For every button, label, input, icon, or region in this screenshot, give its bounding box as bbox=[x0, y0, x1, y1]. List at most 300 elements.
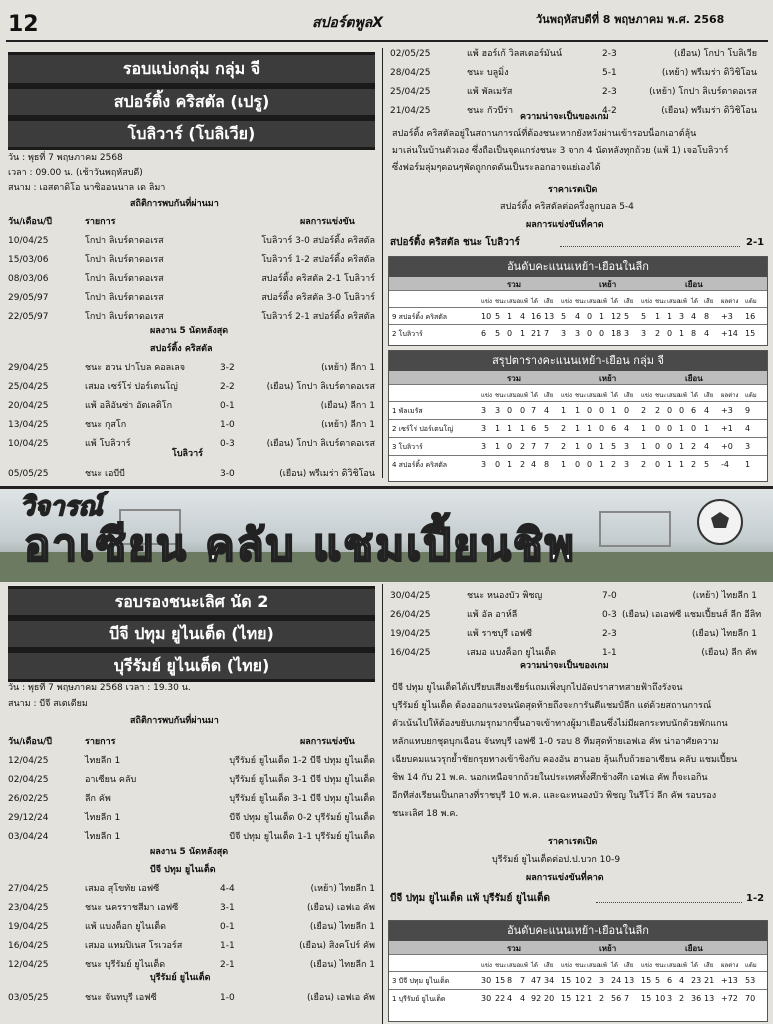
h2h-competition: โกปา ลิเบร์ตาดอเรส bbox=[85, 274, 164, 284]
table-header-cell: แข่ง bbox=[641, 392, 652, 399]
table-cell: 4 bbox=[745, 424, 751, 433]
table-team: 2 โบลิวาร์ bbox=[392, 330, 423, 338]
table-cell: 12 bbox=[611, 312, 622, 321]
table-cell: 4 bbox=[575, 312, 581, 321]
header-rule bbox=[6, 40, 768, 42]
table-cell: 1 bbox=[599, 460, 605, 469]
table-header-cell: ผลต่าง bbox=[721, 962, 739, 969]
table-cell: 10 bbox=[655, 994, 666, 1003]
table-cell: 0 bbox=[679, 406, 685, 415]
match2-last5-title: ผลงาน 5 นัดหลังสุด bbox=[150, 847, 229, 857]
table-cell: 1 bbox=[575, 424, 581, 433]
h2h-date: 15/03/06 bbox=[8, 255, 49, 265]
form-date: 02/05/25 bbox=[390, 49, 431, 59]
table-cell: 1 bbox=[587, 994, 593, 1003]
form-score: 1-1 bbox=[602, 648, 617, 658]
table-header-cell: แข่ง bbox=[481, 962, 492, 969]
table-cell: 4 bbox=[544, 406, 550, 415]
table-cell: 4 bbox=[704, 406, 710, 415]
match1-odds-title: ราคาเรตเปิด bbox=[548, 185, 598, 195]
table-cell: 1 bbox=[679, 460, 685, 469]
table-cell: 3 bbox=[599, 976, 605, 985]
form-date: 28/04/25 bbox=[390, 68, 431, 78]
table-cell: 5 bbox=[544, 424, 550, 433]
table-cell: 15 bbox=[745, 329, 756, 338]
table-cell: 15 bbox=[561, 994, 572, 1003]
table-row bbox=[389, 455, 767, 473]
page-header bbox=[0, 0, 773, 44]
table-cell: 0 bbox=[599, 406, 605, 415]
section-script: วิจารณ์ bbox=[20, 492, 103, 522]
table-cell: 5 bbox=[495, 329, 501, 338]
form-result: แพ้ แบงค็อก ยูไนเต็ด bbox=[85, 922, 166, 932]
table-cell: 13 bbox=[544, 312, 555, 321]
table-header-cell: เสีย bbox=[624, 298, 634, 305]
group-away: เยือน bbox=[685, 280, 703, 289]
table-cell: 5 bbox=[611, 442, 617, 451]
form-venue: (เยือน) สิงคโปร์ คัพ bbox=[299, 941, 375, 951]
form-score: 2-3 bbox=[602, 87, 617, 97]
table-header-cell: ชนะ bbox=[495, 298, 507, 305]
table-cell: 1 bbox=[641, 424, 647, 433]
table-cell: 34 bbox=[544, 976, 555, 985]
table-cell: 4 bbox=[679, 976, 685, 985]
form-result: ชนะ กุสโก bbox=[85, 420, 127, 430]
form-date: 25/04/25 bbox=[8, 382, 49, 392]
leader-dots bbox=[560, 246, 740, 247]
table-team: 3 บีจี ปทุม ยูไนเต็ด bbox=[392, 977, 450, 985]
h2h-result: โบลิวาร์ 3-0 สปอร์ติ้ง คริสตัล bbox=[261, 236, 375, 246]
h2h-competition: ลีก คัพ bbox=[85, 794, 111, 804]
table-cell: 4 bbox=[704, 442, 710, 451]
table-cell: 3 bbox=[481, 406, 487, 415]
h2h-result: บีจี ปทุม ยูไนเต็ด 0-2 บุรีรัมย์ ยูไนเต็ด bbox=[229, 813, 375, 823]
table-cell: 1 bbox=[667, 460, 673, 469]
table-row bbox=[389, 307, 767, 325]
table-cell: 2 bbox=[561, 424, 567, 433]
table-cell: 53 bbox=[745, 976, 756, 985]
form-score: 0-1 bbox=[220, 401, 235, 411]
table-cell: 7 bbox=[544, 442, 550, 451]
table-cell: +72 bbox=[721, 994, 738, 1003]
table-header-cell: แข่ง bbox=[481, 298, 492, 305]
match1-col-result: ผลการแข่งขัน bbox=[300, 217, 355, 227]
table-cell: 3 bbox=[667, 994, 673, 1003]
match1-last5-home-title: สปอร์ติ้ง คริสตัล bbox=[150, 344, 213, 354]
table-cell: 5 bbox=[704, 460, 710, 469]
form-result: เสมอ สุโขทัย เอฟซี bbox=[85, 884, 160, 894]
h2h-date: 22/05/97 bbox=[8, 312, 49, 322]
form-venue: (เยือน) เอฟเอ คัพ bbox=[307, 993, 375, 1003]
leader-dots bbox=[596, 902, 742, 903]
table-cell: 1 bbox=[507, 312, 513, 321]
form-result: ชนะ ฮวน ปาโบล คอลเลจ bbox=[85, 363, 186, 373]
table-cell: 6 bbox=[691, 406, 697, 415]
table-cell: 4 bbox=[520, 994, 526, 1003]
table-cell: 2 bbox=[641, 460, 647, 469]
form-score: 3-0 bbox=[220, 469, 235, 479]
table-header-cell: แข่ง bbox=[561, 392, 572, 399]
table-cell: 4 bbox=[531, 460, 537, 469]
match2-odds: บุรีรัมย์ ยูไนเต็ดต่อป.ป.บวก 10-9 bbox=[492, 855, 621, 865]
match2-col-comp: รายการ bbox=[85, 737, 116, 747]
form-venue: (เยือน) พรีเมร่า ดิวิชิโอน bbox=[661, 106, 757, 116]
match1-col-comp: รายการ bbox=[85, 217, 116, 227]
table-cell: 8 bbox=[507, 976, 513, 985]
table-cell: 23 bbox=[691, 976, 702, 985]
form-score: 4-4 bbox=[220, 884, 235, 894]
match1-outlook-line-1: สปอร์ติ้ง คริสตัลอยู่ในสถานการณ์ที่ต้องชนะหากยังหวังผ่านเข้ารอบน็อกเอาต์ลุ้น bbox=[392, 129, 697, 139]
form-venue: (เหย้า) ไทยลีก 1 bbox=[310, 884, 375, 894]
table-cell: 18 bbox=[611, 329, 622, 338]
table-header-cell: แพ้ bbox=[520, 962, 528, 969]
table-cell: 1 bbox=[575, 442, 581, 451]
table-cell: 15 bbox=[561, 976, 572, 985]
table-cell: 7 bbox=[531, 442, 537, 451]
table-header-cell: แข่ง bbox=[561, 298, 572, 305]
table-cell: 10 bbox=[481, 312, 492, 321]
table-header-cell: แพ้ bbox=[679, 392, 687, 399]
table-header-cell: ชนะ bbox=[495, 392, 507, 399]
table-cell: 47 bbox=[531, 976, 542, 985]
match1-away-banner bbox=[8, 118, 375, 150]
table-cell: 4 bbox=[520, 312, 526, 321]
table-header-cell: แพ้ bbox=[599, 298, 607, 305]
h2h-date: 02/04/25 bbox=[8, 775, 49, 785]
match2-col-date: วัน/เดือน/ปี bbox=[8, 737, 52, 747]
table-cell: 22 bbox=[495, 994, 506, 1003]
match1-venue: สนาม : เอสตาดิโอ นาซิออนนาล เด ลิมา bbox=[8, 183, 166, 193]
table-cell: 2 bbox=[679, 994, 685, 1003]
form-date: 19/04/25 bbox=[8, 922, 49, 932]
publication-logo: สปอร์ตพูลX bbox=[312, 15, 384, 31]
table-cell: 30 bbox=[481, 976, 492, 985]
form-venue: (เยือน) เอฟเอ คัพ bbox=[307, 903, 375, 913]
table-cell: 5 bbox=[495, 312, 501, 321]
form-venue: (เหย้า) โกปา ลิเบร์ตาดอเรส bbox=[649, 87, 757, 97]
table-cell: 3 bbox=[679, 312, 685, 321]
table-cell: 0 bbox=[667, 442, 673, 451]
table-header-cell: เสมอ bbox=[587, 298, 601, 305]
table-cell: 3 bbox=[481, 424, 487, 433]
table-cell: 9 bbox=[745, 406, 751, 415]
match1-last5-title: ผลงาน 5 นัดหลังสุด bbox=[150, 326, 229, 336]
table-cell: 0 bbox=[667, 424, 673, 433]
table-header-cell: ชนะ bbox=[655, 392, 667, 399]
form-date: 10/04/25 bbox=[8, 439, 49, 449]
table-header-cell: ผลต่าง bbox=[721, 392, 739, 399]
table-cell: 12 bbox=[575, 994, 586, 1003]
match1-pred-score: 2-1 bbox=[746, 237, 765, 248]
h2h-competition: โกปา ลิเบร์ตาดอเรส bbox=[85, 236, 164, 246]
form-date: 12/04/25 bbox=[8, 960, 49, 970]
form-score: 0-1 bbox=[220, 922, 235, 932]
table-cell: 3 bbox=[481, 442, 487, 451]
table-cell: 1 bbox=[561, 460, 567, 469]
table-header-cell: แข่ง bbox=[641, 962, 652, 969]
table-cell: 16 bbox=[531, 312, 542, 321]
form-date: 13/04/25 bbox=[8, 420, 49, 430]
table-cell: 3 bbox=[745, 442, 751, 451]
column-divider bbox=[382, 48, 383, 478]
table-cell: 0 bbox=[599, 424, 605, 433]
form-score: 3-1 bbox=[220, 903, 235, 913]
table-header-cell: ชนะ bbox=[655, 962, 667, 969]
table-row bbox=[389, 419, 767, 437]
table-cell: 1 bbox=[611, 406, 617, 415]
table-header-cell: ได้ bbox=[691, 392, 698, 399]
table-cell: 0 bbox=[655, 424, 661, 433]
table-team: 1 พัลเมรัส bbox=[392, 407, 423, 415]
table-header-cell: เสีย bbox=[544, 392, 554, 399]
table-header-row bbox=[389, 290, 767, 308]
table-header-cell: ได้ bbox=[611, 962, 618, 969]
form-result: ชนะ บุรีรัมย์ ยูไนเต็ด bbox=[85, 960, 166, 970]
h2h-date: 29/05/97 bbox=[8, 293, 49, 303]
form-result: ชนะ กัวบีร่า bbox=[467, 106, 514, 116]
table-cell: 5 bbox=[624, 312, 630, 321]
table-header-cell: เสีย bbox=[704, 392, 714, 399]
table-cell: 1 bbox=[495, 442, 501, 451]
form-venue: (เยือน) ไทยลีก 1 bbox=[691, 629, 757, 639]
table-cell: 7 bbox=[520, 976, 526, 985]
table-row bbox=[389, 437, 767, 455]
form-score: 4-2 bbox=[602, 106, 617, 116]
match1-last5-away-title: โบลิวาร์ bbox=[172, 449, 204, 459]
table-cell: 1 bbox=[679, 424, 685, 433]
group-total: รวม bbox=[507, 374, 522, 383]
form-date: 29/04/25 bbox=[8, 363, 49, 373]
match2-round-banner bbox=[8, 586, 375, 618]
form-score: 2-2 bbox=[220, 382, 235, 392]
table-header-cell: เสีย bbox=[704, 962, 714, 969]
match2-home-banner bbox=[8, 618, 375, 650]
outlook-line: ตัวเน้นไปให้ต้องขยับเกมรุกมากขึ้นอาจเข้าทางผู้มาเยือนซึ่งไม่มีผลกระทบนักด้วยพักแกน bbox=[392, 719, 728, 729]
table-cell: 21 bbox=[704, 976, 715, 985]
table-cell: 4 bbox=[704, 329, 710, 338]
table-cell: 0 bbox=[495, 460, 501, 469]
h2h-date: 03/04/24 bbox=[8, 832, 49, 842]
h2h-competition: ไทยลีก 1 bbox=[85, 832, 121, 842]
table-header-cell: แต้ม bbox=[745, 962, 757, 969]
table-header-cell: เสีย bbox=[544, 298, 554, 305]
table-team: 1 บุรีรัมย์ ยูไนเต็ด bbox=[392, 995, 446, 1003]
match2-round: รอบรองชนะเลิศ นัด 2 bbox=[114, 592, 269, 611]
table-group-row bbox=[389, 941, 767, 954]
group-total: รวม bbox=[507, 280, 522, 289]
table-cell: 2 bbox=[561, 442, 567, 451]
table-cell: 10 bbox=[575, 976, 586, 985]
table-cell: 15 bbox=[641, 976, 652, 985]
table-header-row bbox=[389, 384, 767, 402]
table-cell: 1 bbox=[599, 442, 605, 451]
table-cell: 21 bbox=[531, 329, 542, 338]
table-cell: 2 bbox=[691, 442, 697, 451]
table-header-cell: ชนะ bbox=[575, 298, 587, 305]
match1-round-banner bbox=[8, 52, 375, 86]
table-header-cell: เสีย bbox=[624, 962, 634, 969]
form-result: แพ้ พัลเมรัส bbox=[467, 87, 513, 97]
h2h-result: บุรีรัมย์ ยูไนเต็ด 3-1 บีจี ปทุม ยูไนเต็ด bbox=[229, 794, 375, 804]
table-cell: 0 bbox=[587, 442, 593, 451]
form-venue: (เยือน) ไทยลีก 1 bbox=[309, 960, 375, 970]
table-header-cell: แพ้ bbox=[679, 298, 687, 305]
table-cell: 1 bbox=[507, 424, 513, 433]
table-cell: +3 bbox=[721, 312, 733, 321]
form-venue: (เหย้า) ลีกา 1 bbox=[321, 363, 375, 373]
form-score: 7-0 bbox=[602, 591, 617, 601]
form-venue: (เยือน) ลีกา 1 bbox=[320, 401, 375, 411]
outlook-line: บุรีรัมย์ ยูไนเต็ด ต้องออกแรงจนนัดสุดท้ายถึงจะการันตีแชมป์ลีก แต่ด้วยสถานการณ์ bbox=[392, 701, 712, 711]
h2h-competition: โกปา ลิเบร์ตาดอเรส bbox=[85, 293, 164, 303]
group-away: เยือน bbox=[685, 374, 703, 383]
match1-home: สปอร์ติ้ง คริสตัล (เปรู) bbox=[113, 92, 270, 111]
h2h-date: 10/04/25 bbox=[8, 236, 49, 246]
match1-time: เวลา : 09.00 น. (เช้าวันพฤหัสบดี) bbox=[8, 168, 143, 178]
section-title: อาเซียน คลับ แชมเปี้ยนชิพ bbox=[24, 520, 576, 571]
table-cell: 0 bbox=[667, 406, 673, 415]
match1-outlook-line-3: ซึ่งฟอร์มลุ่มๆดอนๆพัดถูกกดดันเป็นระลอกอาจแย่เองได้ bbox=[392, 163, 601, 173]
match1-away: โบลิวาร์ (โบลิเวีย) bbox=[127, 124, 256, 143]
match2-home: บีจี ปทุม ยูไนเต็ด (ไทย) bbox=[109, 624, 274, 643]
table-row bbox=[389, 989, 767, 1007]
table-header-cell: ได้ bbox=[531, 298, 538, 305]
table-cell: 2 bbox=[520, 460, 526, 469]
table-cell: 3 bbox=[481, 460, 487, 469]
table-cell: 7 bbox=[544, 329, 550, 338]
table-header-cell: ได้ bbox=[691, 298, 698, 305]
table-cell: 5 bbox=[561, 312, 567, 321]
table-cell: 6 bbox=[481, 329, 487, 338]
form-result: แพ้ ราชบุรี เอฟซี bbox=[467, 629, 532, 639]
form-result: ชนะ หนองบัว พิชญ bbox=[467, 591, 543, 601]
form-venue: (เยือน) โกปา ลิเบร์ตาดอเรส bbox=[266, 382, 375, 392]
table-cell: 0 bbox=[587, 460, 593, 469]
h2h-result: โบลิวาร์ 2-1 สปอร์ติ้ง คริสตัล bbox=[261, 312, 375, 322]
table-cell: 1 bbox=[587, 424, 593, 433]
match1-odds: สปอร์ติ้ง คริสตัลต่อครึ่งลูกบอล 5-4 bbox=[500, 202, 634, 212]
table-cell: 0 bbox=[599, 329, 605, 338]
table-cell: 1 bbox=[495, 424, 501, 433]
table-cell: 0 bbox=[691, 424, 697, 433]
h2h-competition: ไทยลีก 1 bbox=[85, 813, 121, 823]
table-cell: 1 bbox=[679, 329, 685, 338]
h2h-date: 08/03/06 bbox=[8, 274, 49, 284]
match1-league-table bbox=[388, 256, 768, 346]
table-cell: 0 bbox=[507, 442, 513, 451]
table-cell: 24 bbox=[611, 976, 622, 985]
table-cell: 2 bbox=[641, 406, 647, 415]
form-venue: (เยือน) โกปา ลิเบร์ตาดอเรส bbox=[266, 439, 375, 449]
table-cell: 1 bbox=[679, 442, 685, 451]
table-header-cell: เสมอ bbox=[507, 962, 521, 969]
form-score: 2-3 bbox=[602, 629, 617, 639]
table-cell: 1 bbox=[575, 406, 581, 415]
table-header-cell: ได้ bbox=[611, 298, 618, 305]
match2-pred-score: 1-2 bbox=[746, 893, 765, 904]
table-cell: 30 bbox=[481, 994, 492, 1003]
table-header-cell: แพ้ bbox=[599, 392, 607, 399]
form-score: 5-1 bbox=[602, 68, 617, 78]
table-header-cell: เสีย bbox=[704, 298, 714, 305]
match2-outlook-title: ความน่าจะเป็นของเกม bbox=[520, 661, 609, 671]
table-cell: 2 bbox=[655, 329, 661, 338]
table-header-cell: แต้ม bbox=[745, 392, 757, 399]
form-date: 30/04/25 bbox=[390, 591, 431, 601]
form-date: 23/04/25 bbox=[8, 903, 49, 913]
form-score: 3-2 bbox=[220, 363, 235, 373]
match1-day: วัน : พุธที่ 7 พฤษภาคม 2568 bbox=[8, 153, 123, 163]
table-header-cell: ผลต่าง bbox=[721, 298, 739, 305]
outlook-line: ชนะเลิศ 18 พ.ค. bbox=[392, 809, 459, 819]
match2-h2h-title: สถิติการพบกันที่ผ่านมา bbox=[130, 716, 219, 726]
table-cell: 3 bbox=[495, 406, 501, 415]
table-cell: 1 bbox=[520, 329, 526, 338]
table-cell: 2 bbox=[655, 406, 661, 415]
table-cell: 4 bbox=[624, 424, 630, 433]
table-header-cell: เสมอ bbox=[667, 298, 681, 305]
table-header-cell: แข่ง bbox=[481, 392, 492, 399]
table-header-cell: เสมอ bbox=[587, 962, 601, 969]
form-result: ชนะ นครราชสีมา เอฟซี bbox=[85, 903, 179, 913]
table-cell: 8 bbox=[704, 312, 710, 321]
table-cell: +0 bbox=[721, 442, 733, 451]
table-cell: 3 bbox=[624, 460, 630, 469]
form-venue: (เหย้า) ไทยลีก 1 bbox=[692, 591, 757, 601]
outlook-line: บีจี ปทุม ยูไนเต็ดได้เปรียบเสียงเชียร์แถมเพิ่งบุกไปอัดปราสาทสายฟ้าถึงรังจน bbox=[392, 683, 683, 693]
match2-last5-home-title: บีจี ปทุม ยูไนเต็ด bbox=[150, 865, 216, 875]
match1-h2h-title: สถิติการพบกันที่ผ่านมา bbox=[130, 199, 219, 209]
table-cell: 2 bbox=[691, 460, 697, 469]
table-cell: 1 bbox=[641, 442, 647, 451]
table-cell: 36 bbox=[691, 994, 702, 1003]
table-header-cell: แพ้ bbox=[599, 962, 607, 969]
match1-round: รอบแบ่งกลุ่ม กลุ่ม จี bbox=[122, 59, 261, 78]
outlook-line: หลักแทบยกชุดบุกเฉือน จันทบุรี เอฟซี 1-0 รอบ 8 ทีมสุดท้ายเอฟเอ คัพ น่าอาศัยความ bbox=[392, 737, 719, 747]
page-number: 12 bbox=[8, 12, 39, 37]
table-row bbox=[389, 971, 767, 989]
table-header-cell: แพ้ bbox=[520, 392, 528, 399]
table-cell: 2 bbox=[520, 442, 526, 451]
table-cell: 5 bbox=[641, 312, 647, 321]
table-cell: 1 bbox=[561, 406, 567, 415]
form-venue: (เหย้า) ลีกา 1 bbox=[321, 420, 375, 430]
h2h-competition: โกปา ลิเบร์ตาดอเรส bbox=[85, 312, 164, 322]
match2-last5-away-title: บุรีรัมย์ ยูไนเต็ด bbox=[150, 973, 211, 983]
table-cell: 7 bbox=[531, 406, 537, 415]
table-cell: 2 bbox=[587, 976, 593, 985]
table-cell: 4 bbox=[691, 312, 697, 321]
match2-day: วัน : พุธที่ 7 พฤษภาคม 2568 เวลา : 19.30 น. bbox=[8, 683, 191, 693]
table-team: 2 เซร์โร่ ปอร์เตนโญ่ bbox=[392, 425, 454, 433]
form-venue: (เยือน) โกปา โบลิเวีย bbox=[673, 49, 757, 59]
form-venue: (เยือน) ลีก คัพ bbox=[701, 648, 757, 658]
group-home: เหย้า bbox=[599, 374, 617, 383]
match2-away: บุรีรัมย์ ยูไนเต็ด (ไทย) bbox=[113, 656, 270, 675]
form-venue: (เยือน) เอเอฟซี แชมเปี้ยนส์ ลีก อีลิท bbox=[622, 610, 762, 620]
h2h-competition: อาเซียน คลับ bbox=[85, 775, 137, 785]
table-cell: 3 bbox=[575, 329, 581, 338]
match2-away-banner bbox=[8, 650, 375, 682]
table-team: 9 สปอร์ติ้ง คริสตัล bbox=[392, 313, 448, 321]
column-divider bbox=[382, 584, 383, 1024]
table-cell: 0 bbox=[667, 329, 673, 338]
match1-pred: สปอร์ติ้ง คริสตัล ชนะ โบลิวาร์ bbox=[390, 237, 520, 248]
table-cell: 0 bbox=[587, 406, 593, 415]
form-date: 27/04/25 bbox=[8, 884, 49, 894]
table-cell: 0 bbox=[655, 460, 661, 469]
table-cell: 5 bbox=[655, 976, 661, 985]
